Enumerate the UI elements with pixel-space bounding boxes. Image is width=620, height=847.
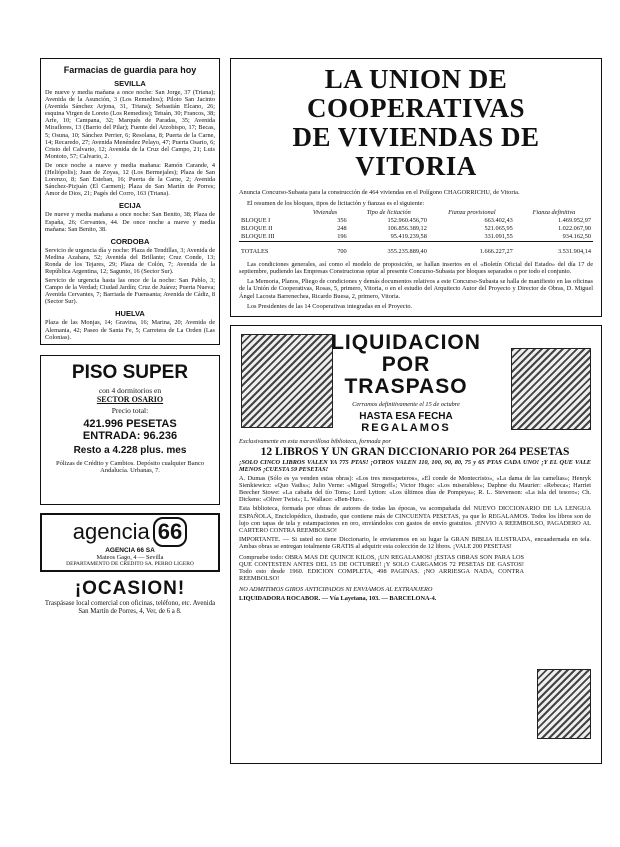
piso-title: PISO SUPER bbox=[71, 361, 189, 383]
books-illustration-left bbox=[241, 334, 333, 428]
liquidacion-closing: Cerramos definitivamente el 15 de octubre bbox=[352, 400, 460, 408]
sevilla-header: SEVILLA bbox=[114, 79, 146, 88]
liquidacion-body2: Esta biblioteca, formada por obras de autores de todas las épocas, va acompañada del NUEVO DICCIONARIO DE LA LENGUA ESPAÑOLA, Enciclopédico, ilustrado, que contiene más de CINCUENTA PESETAS, ya que lo REGALAMOS. Todos los libros son de lujo con tapas de tela y estampaciones en oro, enviándolos con gastos de envío gratuitos. ¡ENVIO A REEMBOLSO, PAGADERO AL CARTERO CONTRA REEMBOLSO! bbox=[239, 505, 591, 534]
left-column bbox=[40, 58, 220, 616]
agency-sub: AGENCIA 66 SA bbox=[105, 546, 155, 554]
table-row: BLOQUE I 356 152.960.456,70 663.402,43 1.469.952,97 bbox=[241, 217, 591, 225]
piso-line3: Precio total: bbox=[111, 405, 149, 415]
liquidacion-body bbox=[239, 438, 591, 603]
union-table-caption: El resumen de los bloques, tipos de licitación y fianzas es el siguiente: bbox=[247, 200, 425, 208]
piso-footer: Pólizas de Crédito y Cambios. Depósito cualquier Banco Andalucía. Urbanas, 7. bbox=[55, 459, 205, 474]
col-fianza-prov: Fianza provisional bbox=[448, 209, 496, 217]
piso-entrada: ENTRADA: 96.236 bbox=[82, 429, 178, 442]
cordoba-text-late: Servicio de urgencia hasta las once de la noche: San Pablo, 3; Campo de la Verdad; Ciudad Jardín; Cruz de Juárez; Puerta Nueva; Avenida Cervantes, 7; Barriada de Fuensanta; Avenida de Cádiz, 8 (Sector Sur). bbox=[45, 277, 215, 306]
cordoba-text: Servicio de urgencia día y noche: Plaza de Tendillas, 3; Avenida de Medina Azahara, 52; Avenida del Brillante; Cruz Conde, 13; Ronda de los Tejares, 29; Plaza de Colón, 7; Avenida de la República Argentina, 12; Sagunto, 16 (Sector Sur). bbox=[45, 246, 215, 275]
agency-address: Mateos Gago, 4 — Sevilla bbox=[96, 553, 164, 561]
liquidacion-footer1: NO ADMITIMOS GIROS ANTICIPADOS NI ENVIAMOS AL EXTRANJERO bbox=[239, 586, 433, 594]
agency-name: agencia bbox=[72, 518, 150, 544]
union-title-2: DE VIVIENDAS DE VITORIA bbox=[292, 122, 540, 181]
huelva-header: HUELVA bbox=[115, 309, 145, 319]
liquidacion-title-2: POR TRASPASO bbox=[344, 352, 468, 398]
agency-dept: DEPARTAMENTO DE CREDITO SA. PERRO LIGERO bbox=[66, 560, 194, 567]
right-column bbox=[230, 58, 602, 764]
liquidacion-ad bbox=[230, 325, 602, 764]
col-fianza-def: Fianza definitiva bbox=[532, 209, 576, 217]
cordoba-header: CORDOBA bbox=[110, 236, 150, 246]
sevilla-text: De nueve y media mañana a once noche: San Jorge, 37 (Triana); Avenida de la Asunción, 3 (Los Remedios); Piloto San Jacinto (Avenida Sánchez Arjona, 31, Triana); Sebastián Elcano, 26; esquina Virgen de Loreto (Los Remedios); Tetuán, 30; Francos, 38; Arfe, 10; Campana, 32; Marqués de Paradas, 35; Avenida Miraflores, 13 (Barrio del Pilar); Fuente del Arzobispo, 17; Becas, 5; Osuna, 10; Sánchez Perrier, 6; Resolana, 8; Puerta de la Carne, 14; Recaredo, 27; Avenida Menéndez Pelayo, 47; Puerta Osario, 6; Cristo del Calvario, 12; Avenida de la Cruz del Campo, 21; Luis Montoto, 57; Calvario, 2. bbox=[45, 89, 215, 160]
liquidacion-footer2: LIQUIDADORA ROCABOR. — Vía Layetana, 103. — BARCELONA-4. bbox=[239, 595, 437, 603]
piso-ad bbox=[40, 355, 220, 505]
farmacias-box bbox=[40, 58, 220, 345]
liquidacion-regalamos: REGALAMOS bbox=[361, 421, 451, 434]
liquidacion-offer: 12 LIBROS Y UN GRAN DICCIONARIO POR 264 PESETAS bbox=[260, 445, 570, 458]
piso-line1: con 4 dormitorios en bbox=[98, 385, 162, 395]
union-title-1: LA UNION DE COOPERATIVAS bbox=[306, 64, 526, 123]
table-row: BLOQUE III 196 95.419.239,58 331.091,55 934.162,50 bbox=[241, 233, 591, 241]
union-ad bbox=[230, 58, 602, 317]
piso-resto: Resto a 4.228 plus. mes bbox=[73, 444, 187, 456]
liquidacion-body3: IMPORTANTE. — Si usted no tiene Diccionario, le enviaremos en su lugar la GRAN BIBLIA ILUSTRADA, encuadernada en tela. Ambas obras se entregan totalmente GRATIS al adquirir esta colección de 12 libros. ¡VALE 200 PESETAS! bbox=[239, 535, 591, 550]
union-para1: Las condiciones generales, así como el modelo de proposición, se hallan insertos en el «Boletín Oficial del Estado» del día 17 de septiembre, pudiendo las Empresas Constructoras optar al presente Concurso-Subasta por bloques separados o por todo el conjunto. bbox=[239, 261, 593, 276]
liquidacion-headline bbox=[331, 332, 481, 434]
union-table bbox=[239, 209, 593, 256]
ocasion-ad bbox=[40, 578, 220, 616]
huelva-text: Plaza de las Monjas, 14; Gravina, 16; Marina, 20; Avenida de Alemania, 42; Paseo de Santa Fe, 5; Carretera de La Orden (Las Colonias). bbox=[45, 319, 215, 341]
ocasion-text: Traspásase local comercial con oficinas, teléfono, etc. Avenida San Martín de Porres, 4, Ver, de 6 a 8. bbox=[44, 599, 216, 615]
union-intro: Anuncia Concurso-Subasta para la construcción de 464 viviendas en el Polígono CHAGORRICHU, de Vitoria. bbox=[239, 189, 520, 196]
union-para2: La Memoria, Planos, Pliego de condiciones y demás documentos relativos a este Concurso-Subasta se halla de manifiesto en las oficinas de la Unión de Cooperativas, Rosas, 5, primero, Vitoria, o en el estudio del Arquitecto Autor del Proyecto y Director de Obras, D. Miguel Ángel Lacosta Barrenechea, Ricardo Buesa, 2, primero, Vitoria. bbox=[239, 278, 593, 300]
liquidacion-body1: A. Dumas (Sólo es ya venden estas obras): «Los tres mosqueteros», «El conde de Montecristo», «La dama de las camelias»; Henryk Sienkiewicz: «Quo Vadis»; Julio Verne: «Miguel Strogoff»; Victor Hugo: «Los miserables»; Daphne du Maurier: «Rebeca»; Harriet Beecher Stowe: «La cabaña del tío Tom»; Lord Lytton: «Los últimos días de Pompeya»; R. L. Stevenson: «La isla del tesoro»; Ch. Dickens: «Oliver Twist»; L. Wallace: «Ben-Hur». bbox=[239, 475, 591, 504]
agency-number: 66 bbox=[153, 517, 187, 547]
table-row: BLOQUE II 248 106.856.389,12 521.065,95 1.022.067,90 bbox=[241, 225, 591, 233]
farmacias-title: Farmacias de guardia para hoy bbox=[63, 65, 197, 75]
table-total-row: TOTALES 700 355.235.889,40 1.666.227,27 3.531.904,14 bbox=[239, 242, 593, 257]
union-table-head bbox=[239, 209, 593, 217]
ocasion-title: ¡OCASION! bbox=[74, 577, 186, 599]
dictionary-illustration bbox=[537, 669, 591, 739]
sevilla-text-night: De once noche a nueve y media mañana: Ramón Carande, 4 (Heliópolis); Juan de Zoyas, 12 (Los Bermejales); Plaza de San Lorenzo, 8; San Esteban, 16; Puerta de la Carne, 2; Avenida Sánchez-Pizjuán (El Carmen); Plaza de San Martín de Porres; Amor de Dios, 21; Pagés del Corro, 163 (Triana). bbox=[45, 161, 215, 198]
union-para3: Los Presidentes de las 14 Cooperativas integradas en el Proyecto. bbox=[247, 302, 413, 310]
agency-ad bbox=[40, 513, 220, 572]
liquidacion-title-1: LIQUIDACION bbox=[331, 330, 481, 354]
ecija-header: ECIJA bbox=[118, 201, 142, 211]
books-illustration-right bbox=[511, 348, 591, 430]
liquidacion-hasta: HASTA ESA FECHA bbox=[359, 410, 453, 422]
liquidacion-lead: Exclusivamente en esta maravillosa biblioteca, formada por bbox=[239, 437, 391, 445]
piso-line2: SECTOR OSARIO bbox=[96, 394, 164, 404]
liquidacion-italic: ¡SOLO CINCO LIBROS VALEN YA 775 PTAS! ¡OTROS VALEN 110, 100, 90, 80, 75 y 65 PTAS CADA UNO! ¡Y EL QUE VALE MENOS ¡CUESTA 59 PESETAS! bbox=[239, 458, 591, 473]
col-viviendas: Viviendas bbox=[312, 209, 338, 217]
piso-price: 421.996 PESETAS bbox=[83, 417, 177, 430]
liquidacion-body4: Compruebe todo: OBRA MAS DE QUINCE KILOS, ¡UN REGALAMOS! ¡ESTAS OBRAS SON PARA LOS QUE CONTESTEN ANTES DEL 15 DE OCTUBRE! ¡Y SOLO CARGAMOS 72 PESETAS DE GASTOS! Todo esto desde 1960. EDICION COMPLETA, 498 PAGINAS. ¡NO ARRIESGA NADA, CONTRA REEMBOLSO! bbox=[239, 553, 524, 583]
agency-logo bbox=[46, 517, 214, 547]
col-tipo: Tipo de licitación bbox=[366, 209, 411, 217]
ecija-text: De nueve y media mañana a once noche: San Benito, 38; Plaza de España, 26; Cervantes, 44. De once noche a nueve y media mañana: San Benito, 38. bbox=[45, 211, 215, 233]
